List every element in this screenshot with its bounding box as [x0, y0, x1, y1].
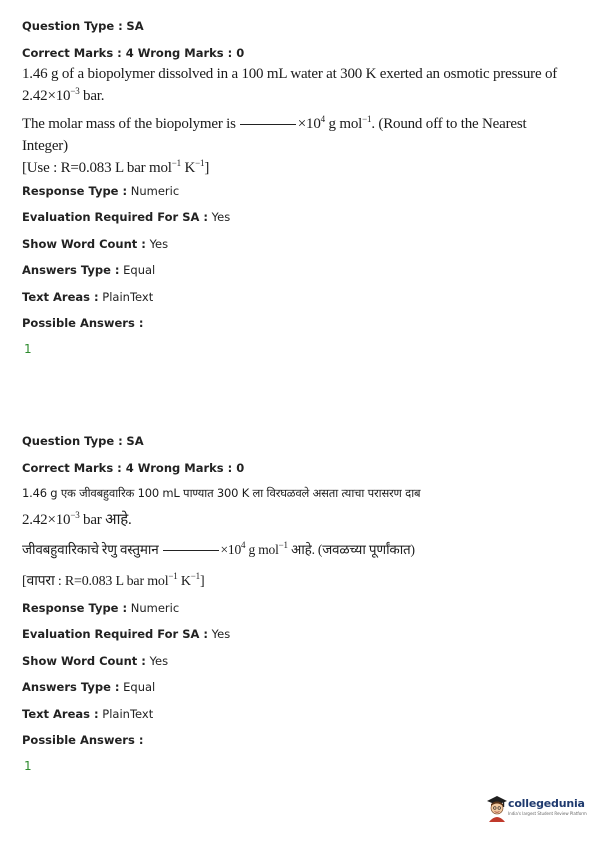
- possible-answers-label: Possible Answers :: [22, 733, 144, 747]
- question-block-1: [22, 18, 572, 356]
- logo-name: collegedunia: [508, 797, 585, 810]
- show-word-count: Show Word Count : Yes: [22, 236, 169, 251]
- logo-tagline: India's largest Student Review Platform: [508, 811, 587, 816]
- evaluation-required: Evaluation Required For SA : Yes: [22, 210, 231, 224]
- question-block-2: [22, 433, 420, 773]
- possible-answer-value: 1: [24, 758, 32, 773]
- document-page: [22, 18, 572, 773]
- answer-blank: [163, 550, 219, 551]
- question-text-line-2: $2.42\times 10^{-3}$ bar आहे.: [22, 509, 132, 528]
- question-text-line-3: जीवबहुवारिकाचे रेणु वस्तुमान $\times 10^4$ g mol$^{-1}$ आहे. (जवळच्या पूर्णांकात): [22, 539, 415, 557]
- show-word-count: Show Word Count : Yes: [22, 653, 169, 668]
- student-mascot-icon: [486, 794, 508, 822]
- question-text-line-4: Integer): [22, 137, 68, 154]
- question-type: Question Type : SA: [22, 434, 144, 448]
- collegedunia-logo: [486, 794, 586, 824]
- question-text-line-1: 1.46 g एक जीवबहुवारिक 100 mL पाण्यात 300 K ला विरघळवले असता त्याचा परासरण दाब: [22, 485, 421, 500]
- text-areas: Text Areas : PlainText: [22, 289, 154, 304]
- use-constant-line: [Use : R=0.083 L bar mol$^{-1}$ $K^{-1}$]: [22, 157, 210, 176]
- question-text-line-1: 1.46 g of a biopolymer dissolved in a 100 mL water at 300 K exerted an osmotic pressure of: [22, 65, 558, 82]
- possible-answer-value: 1: [24, 341, 32, 356]
- possible-answers-label: Possible Answers :: [22, 316, 144, 330]
- text-areas: Text Areas : PlainText: [22, 706, 154, 721]
- question-text-line-2: $2.42\times 10^{-3}$ bar.: [22, 85, 105, 104]
- use-constant-line: [वापरा : R=0.083 L bar mol$^{-1}$ $K^{-1}$]: [22, 570, 205, 589]
- answers-type: Answers Type : Equal: [22, 680, 156, 694]
- marks-line: Correct Marks : 4 Wrong Marks : 0: [22, 45, 245, 60]
- answer-blank: [240, 124, 296, 125]
- question-text-line-3: The molar mass of the biopolymer is $\times 10^4$ g mol$^{-1}$. (Round off to the Nearest: [22, 113, 527, 132]
- evaluation-required: Evaluation Required For SA : Yes: [22, 627, 231, 641]
- response-type: Response Type : Numeric: [22, 600, 180, 615]
- response-type: Response Type : Numeric: [22, 183, 180, 198]
- marks-line: Correct Marks : 4 Wrong Marks : 0: [22, 460, 245, 475]
- answers-type: Answers Type : Equal: [22, 263, 156, 277]
- question-type: Question Type : SA: [22, 19, 144, 33]
